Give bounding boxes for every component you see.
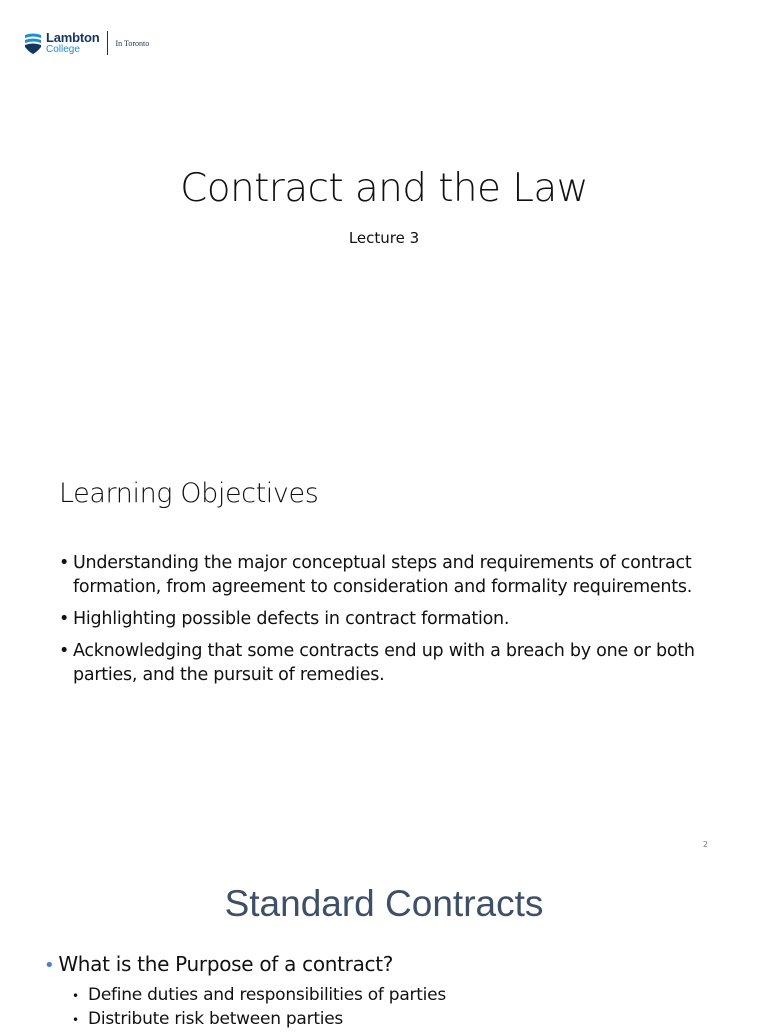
list-item-text: Define duties and responsibilities of parties <box>88 985 446 1005</box>
bullet-icon: • <box>59 641 70 661</box>
list-item <box>59 639 699 687</box>
question-text: What is the Purpose of a contract? <box>58 952 394 976</box>
lecture-subtitle: Lecture 3 <box>348 229 420 247</box>
list-item <box>72 984 446 1008</box>
list-item <box>59 607 699 631</box>
shield-icon <box>24 32 42 54</box>
logo-tag: In Toronto <box>115 38 150 48</box>
list-item <box>72 1008 446 1032</box>
bullet-icon: • <box>72 989 79 1003</box>
lambton-college-logo <box>24 30 149 56</box>
list-item <box>59 551 699 599</box>
objectives-title: Learning Objectives <box>59 478 319 509</box>
bullet-icon: • <box>72 1013 79 1027</box>
bullet-icon: • <box>59 609 70 629</box>
list-item-text: Distribute risk between parties <box>88 1009 344 1029</box>
standard-contracts-title: Standard Contracts <box>224 883 544 924</box>
slide-learning-objectives <box>0 430 768 858</box>
purpose-question <box>44 952 393 976</box>
bullet-icon: • <box>59 553 70 573</box>
logo-sub: College <box>46 44 80 55</box>
page-number: 2 <box>702 840 708 849</box>
page-title: Contract and the Law <box>180 166 588 211</box>
list-item-text: Understanding the major conceptual steps and requirements of contract formation, from agreement to consideration and formality requirements. <box>73 553 693 597</box>
objectives-list <box>59 551 699 695</box>
slide-standard-contracts <box>0 858 768 1029</box>
bullet-icon: • <box>44 955 55 976</box>
list-item-text: Highlighting possible defects in contract formation. <box>73 609 510 629</box>
list-item-text: Acknowledging that some contracts end up with a breach by one or both parties, and the pursuit of remedies. <box>73 641 695 685</box>
logo-name: Lambton <box>46 30 100 45</box>
purpose-sub-list <box>72 984 446 1032</box>
slide-title <box>0 0 768 430</box>
logo-divider <box>107 31 108 55</box>
